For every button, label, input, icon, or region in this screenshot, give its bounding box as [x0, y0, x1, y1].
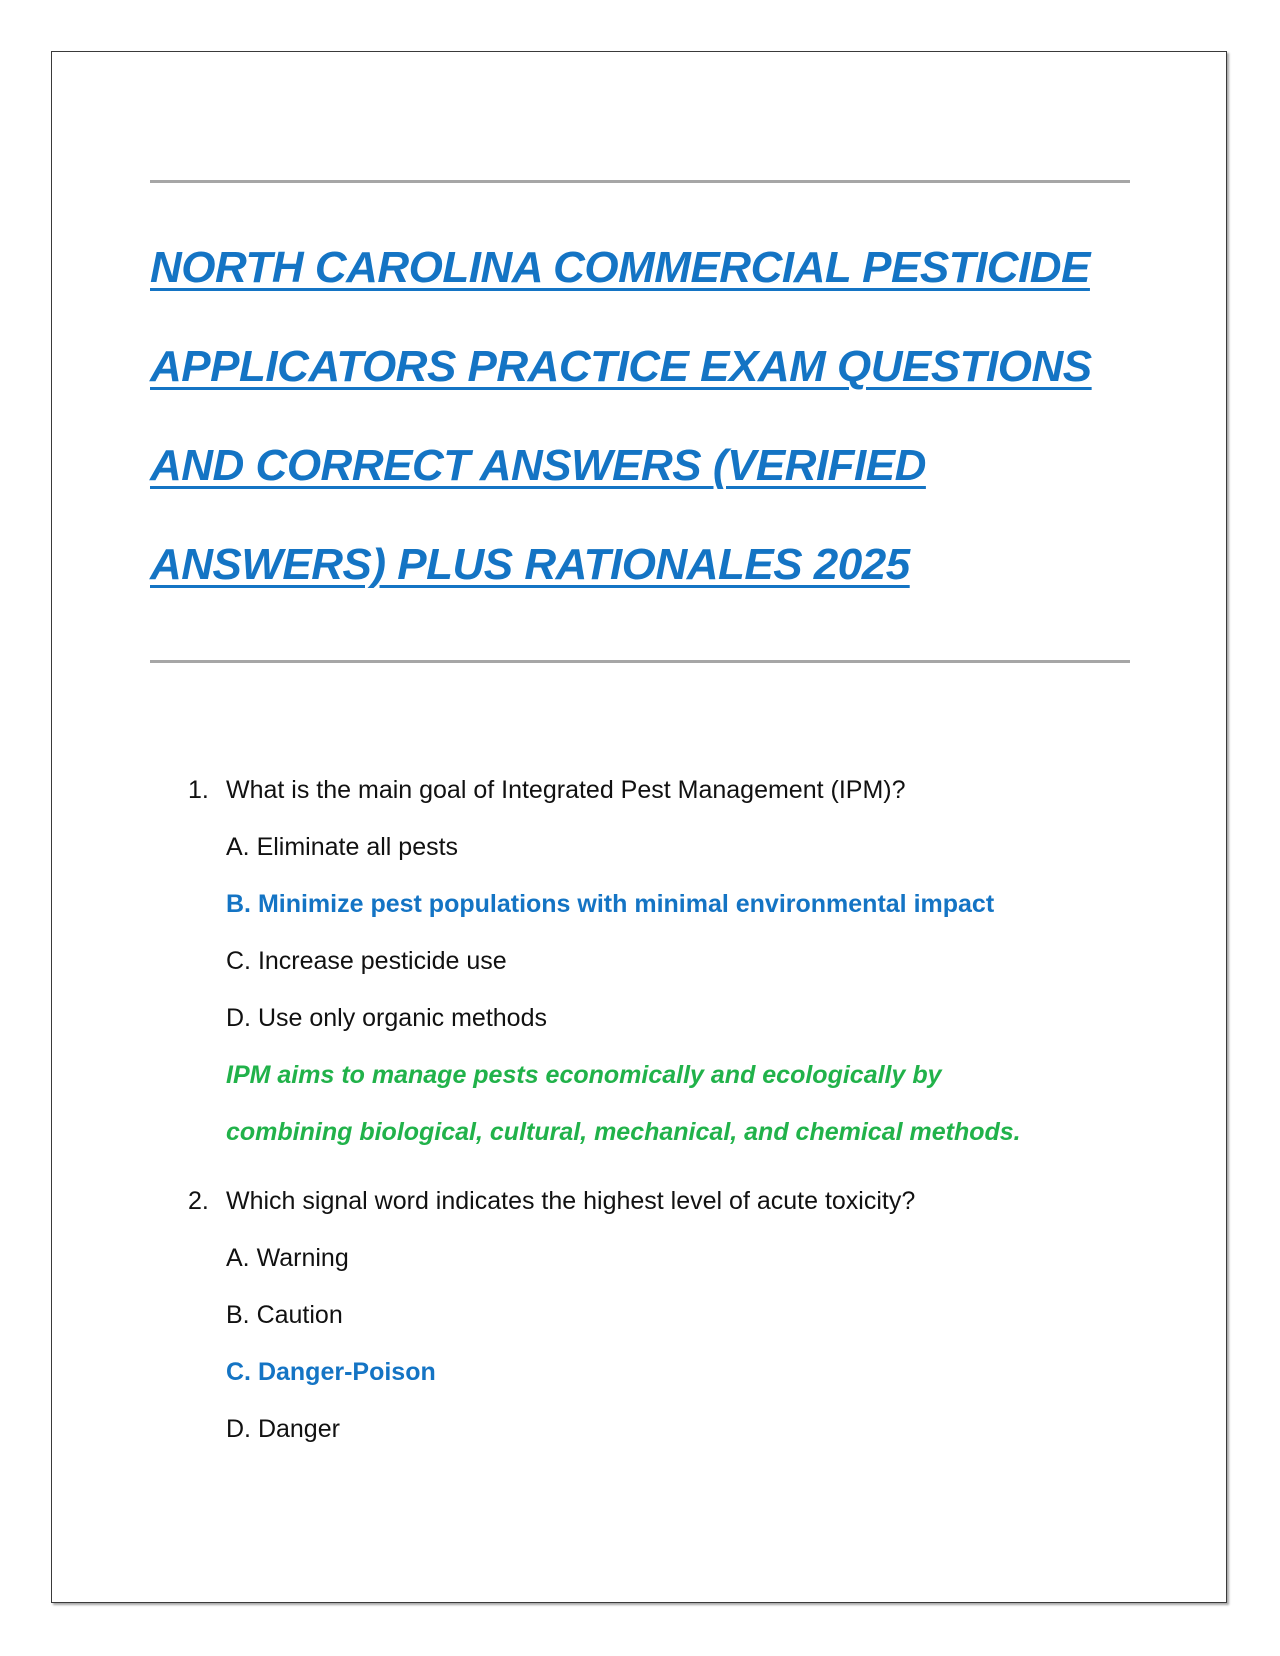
- title-bottom-rule: [150, 660, 1130, 663]
- question-list: [150, 762, 1130, 1458]
- answer-option: D. Use only organic methods: [226, 1004, 547, 1032]
- question-1: [150, 762, 1130, 1161]
- question-number: 2.: [188, 1187, 209, 1215]
- document-title: [150, 218, 1150, 614]
- rationale: [150, 1047, 1130, 1161]
- rationale-line: combining biological, cultural, mechanical, and chemical methods.: [226, 1118, 1021, 1146]
- answer-option: C. Increase pesticide use: [226, 947, 507, 975]
- answer-option: D. Danger: [226, 1415, 340, 1443]
- rationale-line: IPM aims to manage pests economically and ecologically by: [226, 1061, 942, 1089]
- title-top-rule: [150, 180, 1130, 183]
- question-2: [150, 1173, 1130, 1458]
- question-text: What is the main goal of Integrated Pest Management (IPM)?: [226, 776, 906, 804]
- correct-answer-option: C. Danger-Poison: [226, 1358, 436, 1386]
- answer-option: A. Eliminate all pests: [226, 833, 459, 861]
- answer-option: A. Warning: [226, 1244, 349, 1272]
- question-text: Which signal word indicates the highest level of acute toxicity?: [226, 1187, 916, 1215]
- title-line: AND CORRECT ANSWERS (VERIFIED: [150, 441, 926, 490]
- title-line: ANSWERS) PLUS RATIONALES 2025: [150, 540, 910, 589]
- question-stem: [150, 762, 1130, 819]
- answer-option: B. Caution: [226, 1301, 343, 1329]
- title-line: APPLICATORS PRACTICE EXAM QUESTIONS: [150, 342, 1092, 391]
- correct-answer-option: B. Minimize pest populations with minimal environmental impact: [226, 890, 995, 918]
- title-line: NORTH CAROLINA COMMERCIAL PESTICIDE: [150, 243, 1090, 292]
- question-stem: [150, 1173, 1130, 1230]
- question-number: 1.: [188, 776, 209, 804]
